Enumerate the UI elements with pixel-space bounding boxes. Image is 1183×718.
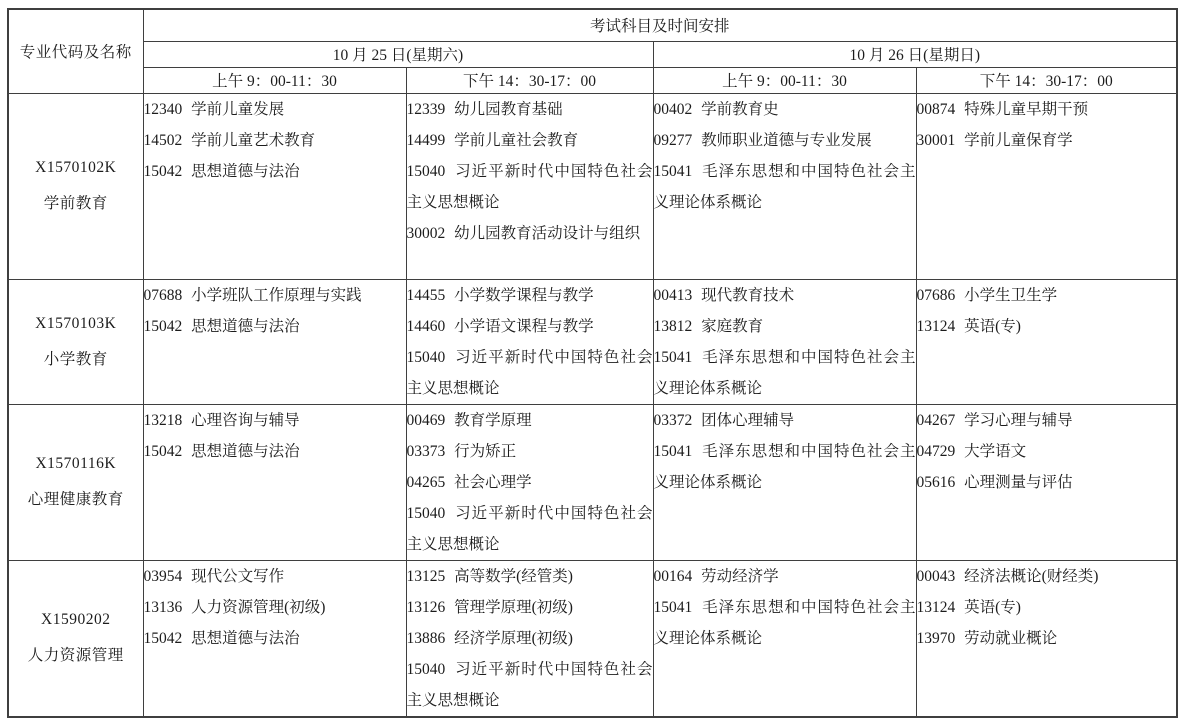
- main-header: 考试科目及时间安排: [143, 9, 1177, 41]
- table-row: [8, 279, 1177, 404]
- course-item: 03372 团体心理辅导: [653, 411, 795, 429]
- major-code: X1570116K: [35, 455, 117, 472]
- schedule-cell: [653, 560, 916, 717]
- major-name: 学前教育: [43, 195, 108, 212]
- course-item: 30002 幼儿园教育活动设计与组织: [406, 224, 641, 242]
- course-item: 14499 学前儿童社会教育: [406, 131, 579, 149]
- major-code: X1590202: [41, 611, 111, 628]
- schedule-cell: [406, 279, 653, 404]
- exam-schedule-sheet: [7, 8, 1176, 718]
- course-item: 05616 心理测量与评估: [916, 473, 1073, 491]
- course-item: 15040 习近平新时代中国特色社会主义思想概论: [406, 348, 653, 397]
- date-header-oct26: 10 月 26 日(星期日): [653, 41, 1177, 67]
- course-item: 13218 心理咨询与辅导: [143, 411, 300, 429]
- schedule-body: [8, 93, 1177, 717]
- course-item: 04267 学习心理与辅导: [916, 411, 1073, 429]
- major-cell: [8, 560, 143, 717]
- course-item: 13124 英语(专): [916, 598, 1021, 616]
- slot-header-oct26-am: 上午 9：00-11：30: [653, 67, 916, 93]
- course-item: 14455 小学数学课程与教学: [406, 286, 594, 304]
- major-cell: [8, 404, 143, 560]
- course-item: 15040 习近平新时代中国特色社会主义思想概论: [406, 162, 653, 211]
- course-item: 14502 学前儿童艺术教育: [143, 131, 316, 149]
- course-item: 12340 学前儿童发展: [143, 100, 285, 118]
- course-item: 15041 毛泽东思想和中国特色社会主义理论体系概论: [653, 348, 916, 397]
- course-item: 07688 小学班队工作原理与实践: [143, 286, 362, 304]
- course-item: 15042 思想道德与法治: [143, 629, 300, 647]
- slot-header-oct25-am: 上午 9：00-11：30: [143, 67, 406, 93]
- course-item: 15040 习近平新时代中国特色社会主义思想概论: [406, 660, 653, 709]
- schedule-cell: [143, 279, 406, 404]
- schedule-cell: [916, 93, 1177, 279]
- course-item: 00164 劳动经济学: [653, 567, 779, 585]
- schedule-cell: [143, 560, 406, 717]
- schedule-cell: [916, 404, 1177, 560]
- schedule-cell: [653, 93, 916, 279]
- schedule-cell: [653, 279, 916, 404]
- course-item: 14460 小学语文课程与教学: [406, 317, 594, 335]
- major-name: 小学教育: [43, 350, 108, 368]
- course-item: 15041 毛泽东思想和中国特色社会主义理论体系概论: [653, 598, 916, 647]
- schedule-cell: [916, 279, 1177, 404]
- major-cell: [8, 279, 143, 404]
- course-item: 15042 思想道德与法治: [143, 317, 300, 335]
- course-item: 13886 经济学原理(初级): [406, 629, 573, 647]
- course-item: 15042 思想道德与法治: [143, 442, 300, 460]
- course-item: 00469 教育学原理: [406, 411, 532, 429]
- course-item: 13812 家庭教育: [653, 317, 764, 335]
- major-code: X1570103K: [35, 314, 117, 332]
- course-item: 04729 大学语文: [916, 442, 1027, 460]
- major-name: 人力资源管理: [27, 647, 124, 664]
- major-code: X1570102K: [35, 159, 117, 176]
- schedule-cell: [406, 560, 653, 717]
- course-item: 12339 幼儿园教育基础: [406, 100, 563, 118]
- schedule-cell: [143, 93, 406, 279]
- table-row: [8, 560, 1177, 717]
- course-item: 30001 学前儿童保育学: [916, 131, 1073, 149]
- course-item: 00402 学前教育史: [653, 100, 779, 118]
- course-item: 13125 高等数学(经管类): [406, 567, 573, 585]
- course-item: 00043 经济法概论(财经类): [916, 567, 1099, 585]
- course-item: 13970 劳动就业概论: [916, 629, 1058, 647]
- schedule-cell: [916, 560, 1177, 717]
- schedule-cell: [143, 404, 406, 560]
- course-item: 15042 思想道德与法治: [143, 162, 300, 180]
- table-row: [8, 93, 1177, 279]
- course-item: 03373 行为矫正: [406, 442, 517, 460]
- corner-header: 专业代码及名称: [8, 9, 143, 93]
- exam-schedule-table: [7, 8, 1178, 718]
- course-item: 13126 管理学原理(初级): [406, 598, 573, 616]
- schedule-cell: [653, 404, 916, 560]
- course-item: 09277 教师职业道德与专业发展: [653, 131, 872, 149]
- course-item: 07686 小学生卫生学: [916, 286, 1058, 304]
- course-item: 15041 毛泽东思想和中国特色社会主义理论体系概论: [653, 442, 916, 491]
- course-item: 15040 习近平新时代中国特色社会主义思想概论: [406, 504, 653, 553]
- course-item: 13136 人力资源管理(初级): [143, 598, 326, 616]
- course-item: 04265 社会心理学: [406, 473, 532, 491]
- major-name: 心理健康教育: [27, 491, 124, 508]
- course-item: 13124 英语(专): [916, 317, 1021, 335]
- major-cell: [8, 93, 143, 279]
- slot-header-oct25-pm: 下午 14：30-17：00: [406, 67, 653, 93]
- schedule-cell: [406, 404, 653, 560]
- schedule-cell: [406, 93, 653, 279]
- table-row: [8, 404, 1177, 560]
- course-item: 00874 特殊儿童早期干预: [916, 100, 1089, 118]
- course-item: 03954 现代公文写作: [143, 567, 285, 585]
- course-item: 00413 现代教育技术: [653, 286, 795, 304]
- course-item: 15041 毛泽东思想和中国特色社会主义理论体系概论: [653, 162, 916, 211]
- date-header-oct25: 10 月 25 日(星期六): [143, 41, 653, 67]
- slot-header-oct26-pm: 下午 14：30-17：00: [916, 67, 1177, 93]
